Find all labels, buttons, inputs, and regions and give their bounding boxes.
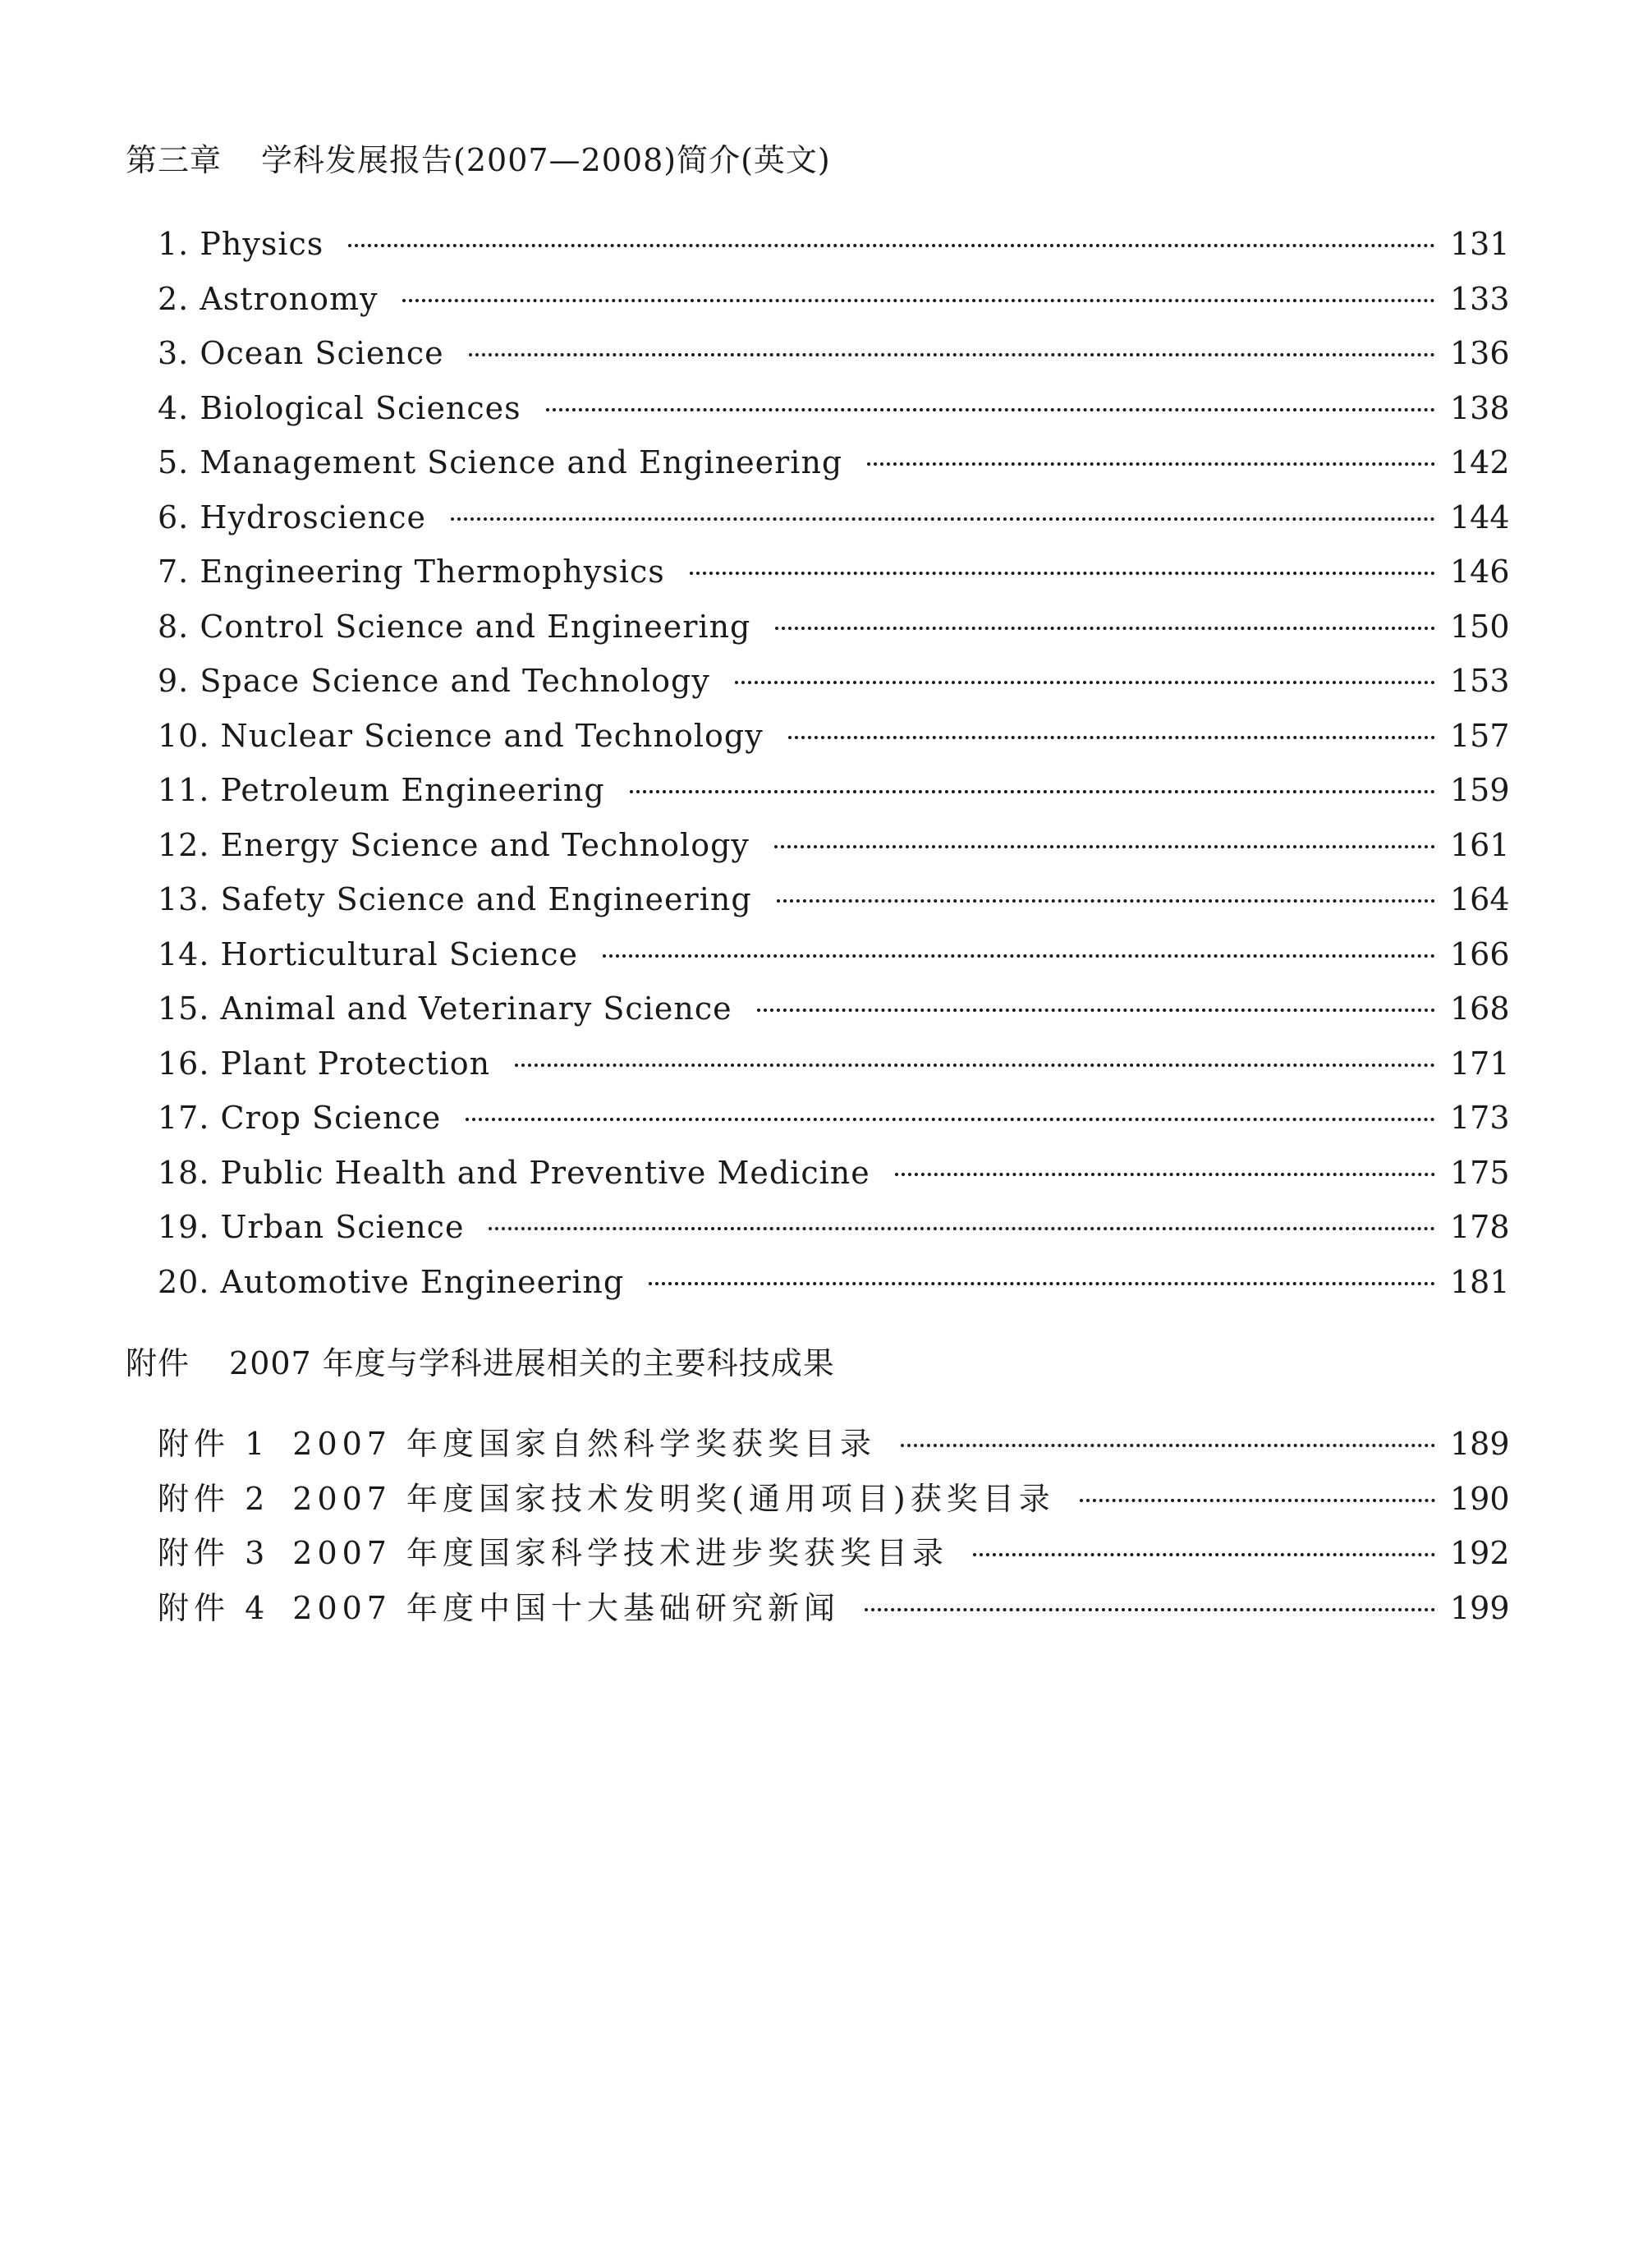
dot-leader	[1080, 1499, 1435, 1502]
toc-entry-title: 14. Horticultural Science	[158, 935, 579, 972]
toc-entry-title: 11. Petroleum Engineering	[158, 772, 605, 808]
dot-leader	[901, 1444, 1435, 1447]
dot-leader	[777, 899, 1435, 903]
toc-entry[interactable]	[158, 381, 1510, 436]
toc-entry-title: 17. Crop Science	[158, 1100, 442, 1136]
dot-leader	[774, 845, 1435, 848]
dot-leader	[775, 627, 1435, 630]
toc-entry-page: 144	[1450, 499, 1510, 535]
toc-entry-title: 18. Public Health and Preventive Medicine	[158, 1154, 870, 1191]
toc-entry-title: 13. Safety Science and Engineering	[158, 881, 752, 917]
toc-entry[interactable]	[158, 490, 1510, 545]
chapter-label: 第三章	[126, 142, 223, 178]
appendix-label: 附件	[126, 1345, 190, 1381]
toc-entry-page: 131	[1450, 226, 1510, 262]
toc-entry[interactable]	[158, 545, 1510, 600]
appendix-toc-list	[158, 1417, 1510, 1635]
toc-entry[interactable]	[158, 272, 1510, 327]
dot-leader	[402, 299, 1435, 302]
toc-entry-page: 173	[1450, 1100, 1510, 1136]
dot-leader	[515, 1064, 1435, 1067]
toc-entry-page: 178	[1450, 1209, 1510, 1245]
dot-leader	[649, 1282, 1435, 1285]
appendix-entry-title-group	[158, 1526, 948, 1581]
appendix-entry-title: 2007 年度国家技术发明奖(通用项目)获奖目录	[292, 1480, 1055, 1517]
toc-entry-title: 20. Automotive Engineering	[158, 1263, 625, 1300]
toc-entry-title: 7. Engineering Thermophysics	[158, 554, 665, 590]
toc-entry[interactable]	[158, 1146, 1510, 1201]
appendix-entry-title-group	[158, 1417, 876, 1472]
toc-entry-title: 8. Control Science and Engineering	[158, 608, 751, 645]
toc-entry-title: 1. Physics	[158, 226, 324, 262]
dot-leader	[489, 1227, 1435, 1230]
toc-entry-page: 175	[1450, 1154, 1510, 1191]
toc-entry[interactable]	[158, 1200, 1510, 1255]
toc-entry[interactable]	[158, 872, 1510, 927]
chapter-toc-list	[158, 217, 1510, 1309]
dot-leader	[630, 790, 1435, 793]
toc-entry[interactable]	[158, 709, 1510, 764]
toc-entry[interactable]	[158, 818, 1510, 873]
toc-entry[interactable]	[158, 763, 1510, 818]
appendix-entry-title-group	[158, 1472, 1055, 1527]
appendix-entry[interactable]	[158, 1526, 1510, 1581]
appendix-title: 2007 年度与学科进展相关的主要科技成果	[229, 1345, 835, 1381]
toc-entry-page: 171	[1450, 1045, 1510, 1082]
toc-entry-title: 12. Energy Science and Technology	[158, 826, 750, 863]
toc-entry-title: 4. Biological Sciences	[158, 389, 521, 426]
appendix-entry-page: 190	[1450, 1480, 1510, 1517]
toc-entry[interactable]	[158, 1091, 1510, 1146]
appendix-entry-page: 189	[1450, 1426, 1510, 1462]
toc-entry-page: 153	[1450, 663, 1510, 699]
dot-leader	[757, 1009, 1435, 1012]
toc-entry[interactable]	[158, 217, 1510, 272]
toc-entry[interactable]	[158, 927, 1510, 982]
dot-leader	[348, 244, 1435, 247]
appendix-entry[interactable]	[158, 1417, 1510, 1472]
dot-leader	[865, 1608, 1435, 1611]
appendix-entry-label: 附件 1	[158, 1426, 270, 1462]
toc-entry-title: 10. Nuclear Science and Technology	[158, 717, 764, 754]
dot-leader	[469, 353, 1435, 356]
appendix-entry-title-group	[158, 1581, 840, 1636]
appendix-entry-label: 附件 4	[158, 1589, 270, 1626]
dot-leader	[895, 1173, 1435, 1176]
toc-entry-page: 166	[1450, 935, 1510, 972]
appendix-entry[interactable]	[158, 1472, 1510, 1527]
toc-entry[interactable]	[158, 435, 1510, 490]
appendix-entry-title: 2007 年度国家自然科学奖获奖目录	[292, 1426, 877, 1462]
toc-entry[interactable]	[158, 326, 1510, 381]
appendix-entry-label: 附件 2	[158, 1480, 270, 1517]
appendix-entry-title: 2007 年度中国十大基础研究新闻	[292, 1589, 841, 1626]
dot-leader	[788, 736, 1435, 739]
dot-leader	[690, 572, 1435, 575]
toc-entry-page: 142	[1450, 444, 1510, 480]
toc-entry[interactable]	[158, 654, 1510, 709]
dot-leader	[451, 517, 1435, 521]
toc-entry-page: 181	[1450, 1263, 1510, 1300]
appendix-entry-page: 192	[1450, 1535, 1510, 1571]
toc-entry[interactable]	[158, 600, 1510, 655]
toc-entry-page: 157	[1450, 717, 1510, 754]
toc-entry-title: 5. Management Science and Engineering	[158, 444, 843, 480]
dot-leader	[973, 1553, 1435, 1556]
dot-leader	[466, 1118, 1435, 1121]
chapter-title: 学科发展报告(2007—2008)简介(英文)	[261, 142, 831, 178]
appendix-entry-label: 附件 3	[158, 1535, 270, 1571]
toc-entry-title: 19. Urban Science	[158, 1209, 465, 1245]
toc-entry-title: 2. Astronomy	[158, 280, 379, 317]
toc-entry-page: 146	[1450, 554, 1510, 590]
appendix-heading	[126, 1339, 835, 1388]
appendix-entry-title: 2007 年度国家科学技术进步奖获奖目录	[292, 1535, 949, 1571]
toc-entry-title: 9. Space Science and Technology	[158, 663, 710, 699]
toc-entry-page: 164	[1450, 881, 1510, 917]
appendix-entry[interactable]	[158, 1581, 1510, 1636]
toc-entry-title: 15. Animal and Veterinary Science	[158, 990, 732, 1027]
dot-leader	[546, 408, 1435, 411]
toc-entry-page: 168	[1450, 990, 1510, 1027]
chapter-heading	[126, 136, 831, 185]
toc-entry-title: 6. Hydroscience	[158, 499, 426, 535]
toc-entry-title: 16. Plant Protection	[158, 1045, 491, 1082]
toc-entry-page: 150	[1450, 608, 1510, 645]
toc-entry-page: 159	[1450, 772, 1510, 808]
toc-entry-page: 133	[1450, 280, 1510, 317]
toc-entry-page: 136	[1450, 335, 1510, 371]
dot-leader	[735, 681, 1435, 684]
toc-entry[interactable]	[158, 1255, 1510, 1310]
dot-leader	[603, 954, 1435, 958]
toc-entry-title: 3. Ocean Science	[158, 335, 444, 371]
dot-leader	[867, 462, 1435, 466]
appendix-entry-page: 199	[1450, 1589, 1510, 1626]
toc-entry[interactable]	[158, 981, 1510, 1036]
toc-entry-page: 138	[1450, 389, 1510, 426]
toc-entry[interactable]	[158, 1036, 1510, 1091]
toc-entry-page: 161	[1450, 826, 1510, 863]
